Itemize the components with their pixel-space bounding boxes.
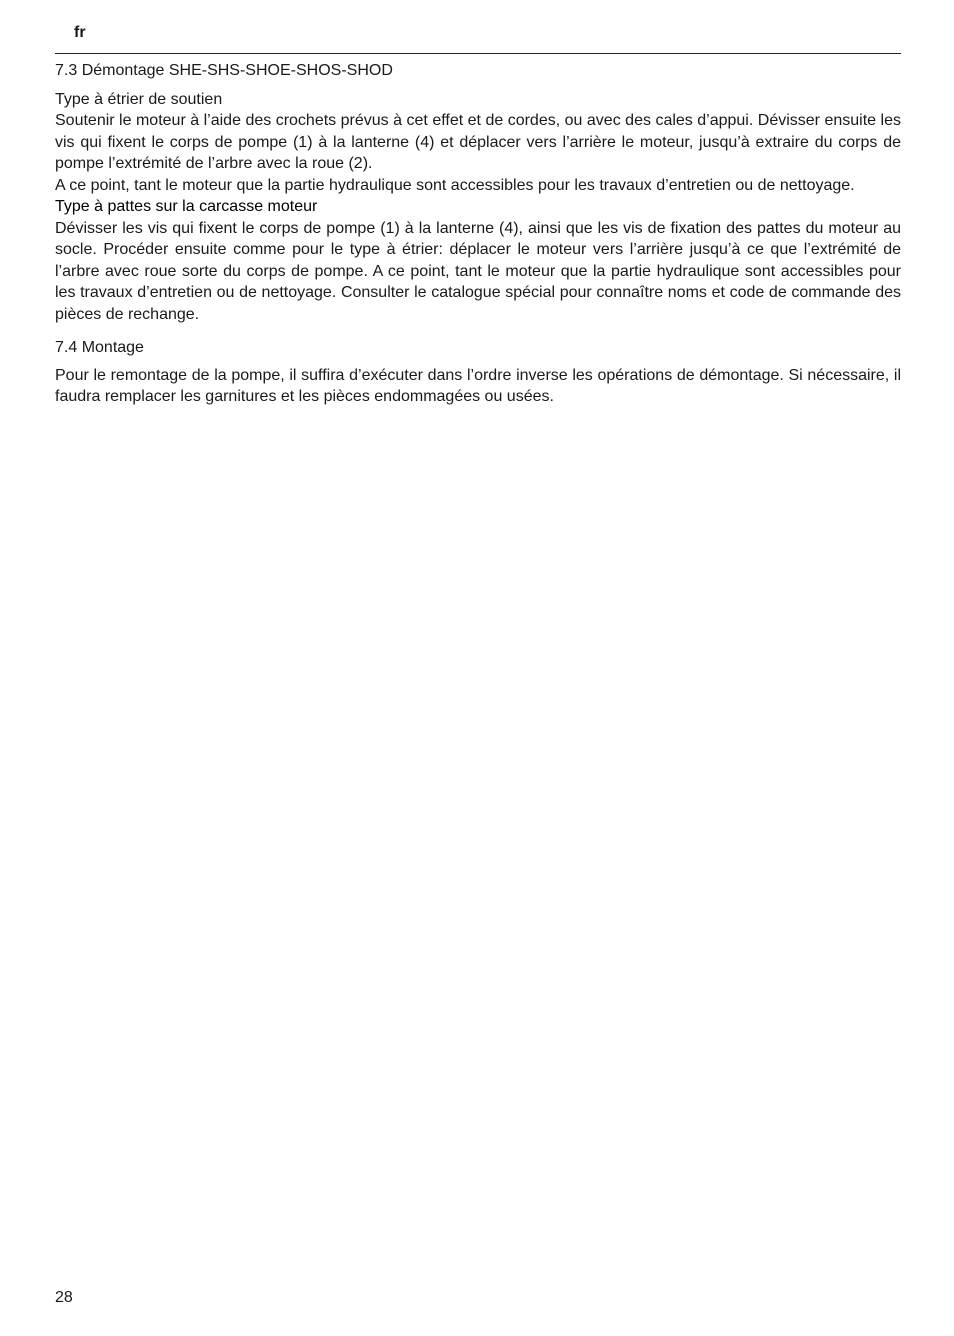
subsection-title-stirrup: Type à étrier de soutien [55, 90, 223, 108]
paragraph-stirrup-1: Soutenir le moteur à l’aide des crochets prévus à cet effet et de cordes, ou avec des cales d’appui. Dévisser ensuite les vis qui fixent le corps de pompe (1) à la lanterne (4) et déplacer vers l’arrière le moteur, jusqu’à extraire du corps de pompe l’extrémité de l’arbre avec la roue (2). [55, 112, 901, 172]
language-tag: fr [74, 24, 86, 41]
paragraph-feet-1: Dévisser les vis qui fixent le corps de pompe (1) à la lanterne (4), ainsi que les vis de fixation des pattes du moteur au socle. Procéder ensuite comme pour le type à étrier: déplacer le moteur vers l’arrière jusqu’à ce que l’extrémité de l’arbre avec roue sorte du corps de pompe. A ce point, tant le moteur que la partie hydraulique sont accessibles pour les travaux d’entretien ou de nettoyage. Consulter le catalogue spécial pour connaître noms et code de commande des pièces de rechange. [55, 219, 901, 323]
page-content [55, 60, 901, 408]
subsection-title-feet: Type à pattes sur la carcasse moteur [55, 198, 318, 215]
section-title-7-4: 7.4 Montage [55, 339, 144, 356]
paragraph-montage-1: Pour le remontage de la pompe, il suffira d’exécuter dans l’ordre inverse les opérations de démontage. Si nécessaire, il faudra remplacer les garnitures et les pièces endommagées ou usées. [55, 366, 901, 405]
header-divider [55, 53, 901, 54]
section-title-7-3: 7.3 Démontage SHE-SHS-SHOE-SHOS-SHOD [55, 62, 393, 79]
paragraph-stirrup-2: A ce point, tant le moteur que la partie hydraulique sont accessibles pour les travaux d’entretien ou de nettoyage. [55, 176, 855, 194]
page-number: 28 [55, 1289, 73, 1306]
